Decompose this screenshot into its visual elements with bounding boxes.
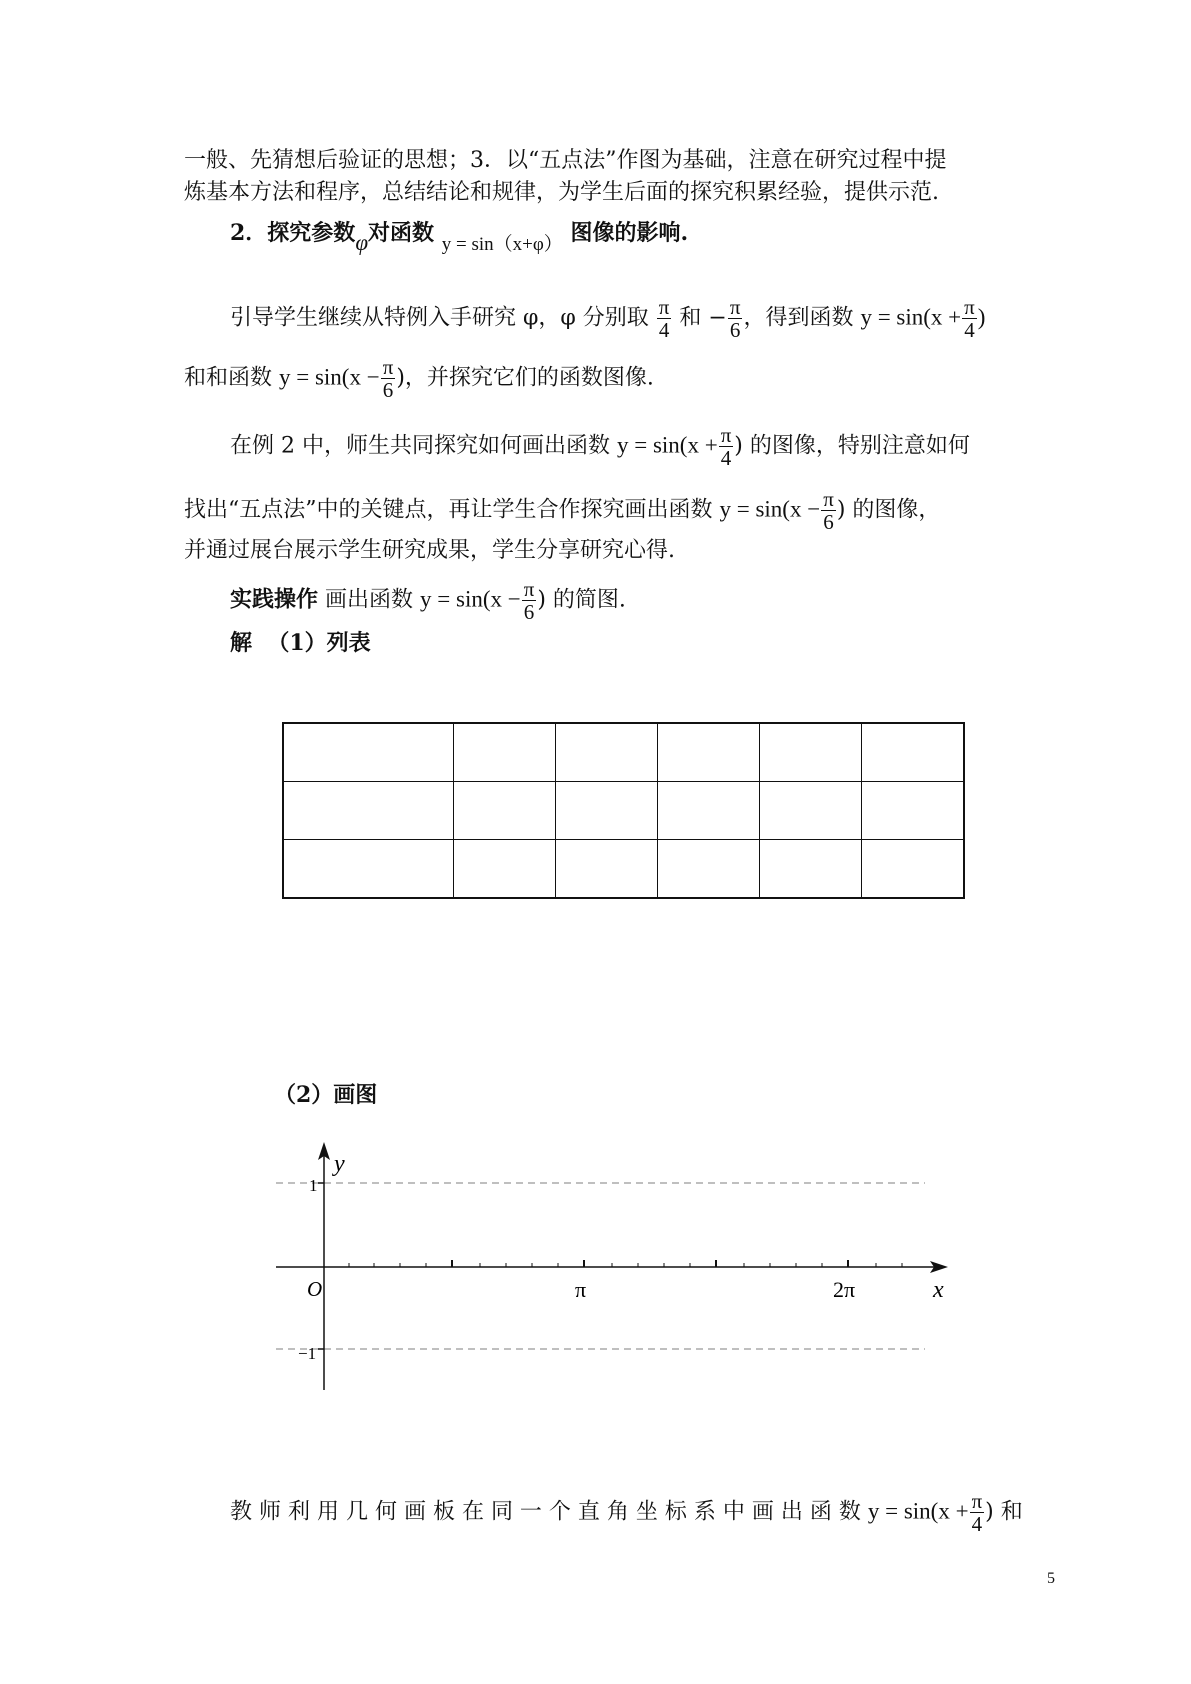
- text-span: ) 的图像，: [836, 497, 941, 523]
- text-span: ，得到函数: [743, 305, 861, 331]
- fraction: $\frac{\pi}{4}$: [971, 1489, 983, 1536]
- fraction: $\frac{\pi}{6}$: [523, 577, 535, 624]
- y-neg-one-label: −1: [298, 1344, 317, 1363]
- math-expression: y = sin(x +: [616, 432, 718, 458]
- fraction: $\frac{\pi}{6}$: [729, 295, 741, 342]
- paragraph-text-line: 炼基本方法和程序，总结结论和规律，为学生后面的探究积累经验，提供示范.: [184, 180, 939, 205]
- x-pi-label: π: [575, 1277, 587, 1302]
- paragraph-text-line: [230, 1490, 1023, 1535]
- phi-symbol: φ: [355, 230, 369, 255]
- paragraph-text-line: 并通过展台展示学生研究成果，学生分享研究心得.: [184, 538, 675, 563]
- text-span: ) 和: [985, 1499, 1023, 1525]
- text-span: 和 −: [679, 305, 727, 331]
- math-paren: ): [977, 304, 986, 330]
- fraction: $\frac{\pi}{4}$: [964, 295, 975, 342]
- x-axis-label: x: [933, 1277, 944, 1303]
- practice-label: 实践操作: [230, 586, 319, 613]
- math-expression: y = sin(x +: [867, 1498, 969, 1524]
- y-axis-label: y: [334, 1151, 345, 1177]
- text-span: ) 的图像，特别注意如何: [734, 433, 970, 459]
- math-expression: y = sin(x −: [719, 496, 821, 522]
- fraction: $\frac{\pi}{6}$: [823, 487, 834, 534]
- heading-suffix: 图像的影响.: [570, 220, 689, 246]
- solution-step-2: （2）画图: [274, 1082, 378, 1108]
- paragraph-text-line: 一般、先猜想后验证的思想；3．以“五点法”作图为基础，注意在研究过程中提: [184, 148, 947, 173]
- text-span: ) 的简图.: [537, 587, 626, 613]
- text-span: )，并探究它们的函数图像.: [396, 365, 654, 391]
- math-expression: y = sin(x −: [420, 586, 521, 612]
- heading-prefix: 2．探究参数: [230, 220, 356, 246]
- text-span: 在例 2 中，师生共同探究如何画出函数: [230, 433, 617, 459]
- fraction: $\frac{\pi}{4}$: [658, 295, 670, 342]
- heading-middle: 对函数: [368, 220, 435, 246]
- math-expression: y = sin(x +: [860, 304, 962, 330]
- text-span: 画出函数: [325, 587, 421, 613]
- solution-step-label: （1）列表: [267, 630, 371, 656]
- x-2pi-label: 2π: [833, 1277, 856, 1302]
- text-span: 教 师 利 用 几 何 画 板 在 同 一 个 直 角 坐 标 系 中 画 出 函 数: [230, 1499, 868, 1525]
- fraction: $\frac{\pi}{6}$: [382, 355, 394, 402]
- math-expression: y = sin(x −: [279, 364, 380, 390]
- x-axis-major-ticks: [452, 1260, 848, 1267]
- heading-function: y = sin（x+φ）: [441, 234, 563, 255]
- text-span: 引导学生继续从特例入手研究 φ，φ 分别取: [230, 305, 649, 331]
- text-span: 和和函数: [184, 365, 279, 391]
- origin-label: O: [307, 1277, 323, 1301]
- text-span: 找出“五点法”中的关键点，再让学生合作探究画出函数: [184, 497, 720, 523]
- page-number: 5: [1047, 1570, 1055, 1587]
- fraction: $\frac{\pi}{4}$: [720, 423, 732, 470]
- solution-label: 解: [230, 630, 253, 656]
- y-one-label: 1: [309, 1176, 318, 1195]
